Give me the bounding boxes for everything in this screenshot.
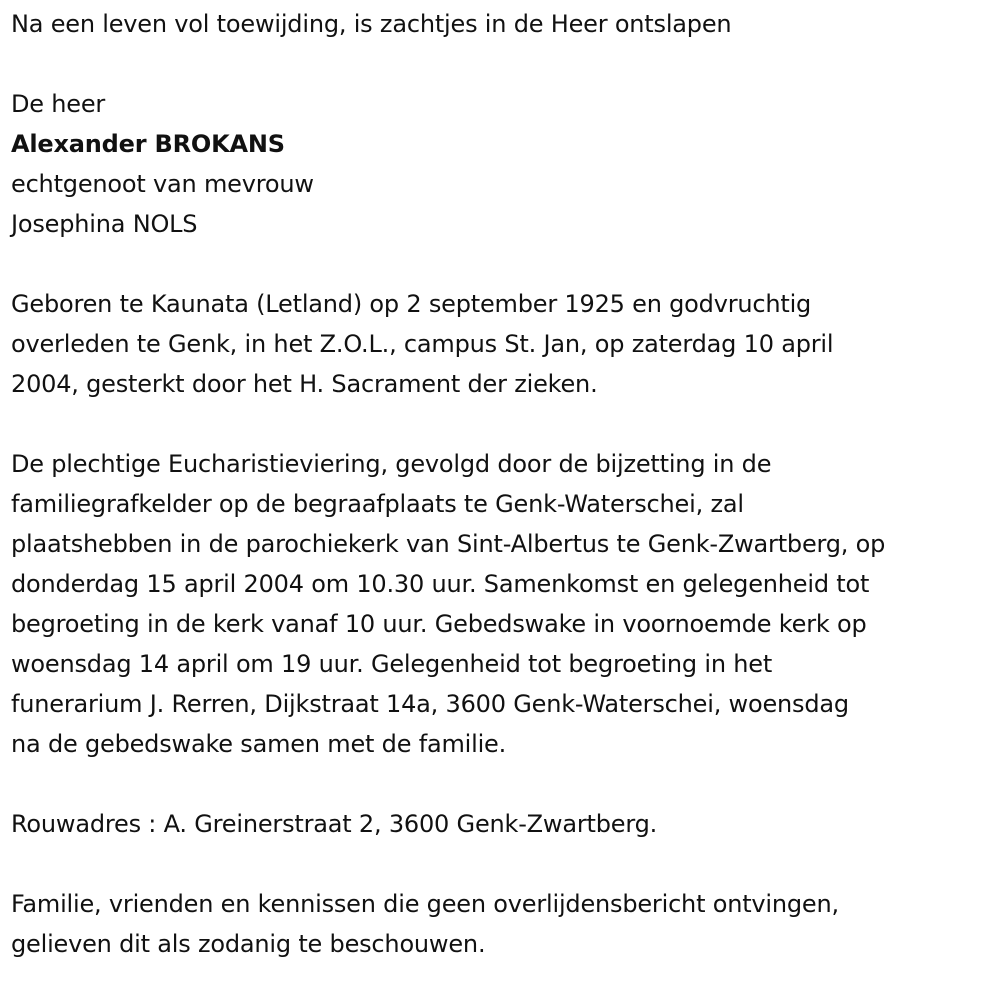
paragraph-line: begroeting in de kerk vanaf 10 uur. Gebedswake in voornoemde kerk op: [11, 610, 867, 638]
paragraph-line: Familie, vrienden en kennissen die geen overlijdensbericht ontvingen,: [11, 890, 839, 918]
mourning-address: Rouwadres : A. Greinerstraat 2, 3600 Genk-Zwartberg.: [11, 810, 658, 838]
ceremony-paragraph: [11, 444, 996, 764]
spacer: [11, 244, 996, 284]
paragraph-line: Geboren te Kaunata (Letland) op 2 september 1925 en godvruchtig: [11, 290, 812, 318]
paragraph-line: overleden te Genk, in het Z.O.L., campus St. Jan, op zaterdag 10 april: [11, 330, 834, 358]
closing-paragraph: [11, 884, 996, 964]
paragraph-line: 2004, gesterkt door het H. Sacrament der zieken.: [11, 370, 598, 398]
spacer: [11, 764, 996, 804]
birth-death-paragraph: [11, 284, 996, 404]
spacer: [11, 404, 996, 444]
paragraph-line: familiegrafkelder op de begraafplaats te Genk-Waterschei, zal: [11, 490, 744, 518]
spacer: [11, 844, 996, 884]
obituary-document: [11, 4, 996, 964]
intro-text: Na een leven vol toewijding, is zachtjes in de Heer ontslapen: [11, 10, 732, 38]
paragraph-line: funerarium J. Rerren, Dijkstraat 14a, 3600 Genk-Waterschei, woensdag: [11, 690, 849, 718]
spacer: [11, 44, 996, 84]
paragraph-line: gelieven dit als zodanig te beschouwen.: [11, 930, 486, 958]
relation-text: echtgenoot van mevrouw: [11, 170, 314, 198]
paragraph-line: De plechtige Eucharistieviering, gevolgd door de bijzetting in de: [11, 450, 772, 478]
paragraph-line: plaatshebben in de parochiekerk van Sint-Albertus te Genk-Zwartberg, op: [11, 530, 886, 558]
honorific: De heer: [11, 90, 106, 118]
paragraph-line: na de gebedswake samen met de familie.: [11, 730, 507, 758]
paragraph-line: woensdag 14 april om 19 uur. Gelegenheid tot begroeting in het: [11, 650, 773, 678]
deceased-name: Alexander BROKANS: [11, 130, 285, 158]
spouse-name: Josephina NOLS: [11, 210, 198, 238]
paragraph-line: donderdag 15 april 2004 om 10.30 uur. Samenkomst en gelegenheid tot: [11, 570, 870, 598]
